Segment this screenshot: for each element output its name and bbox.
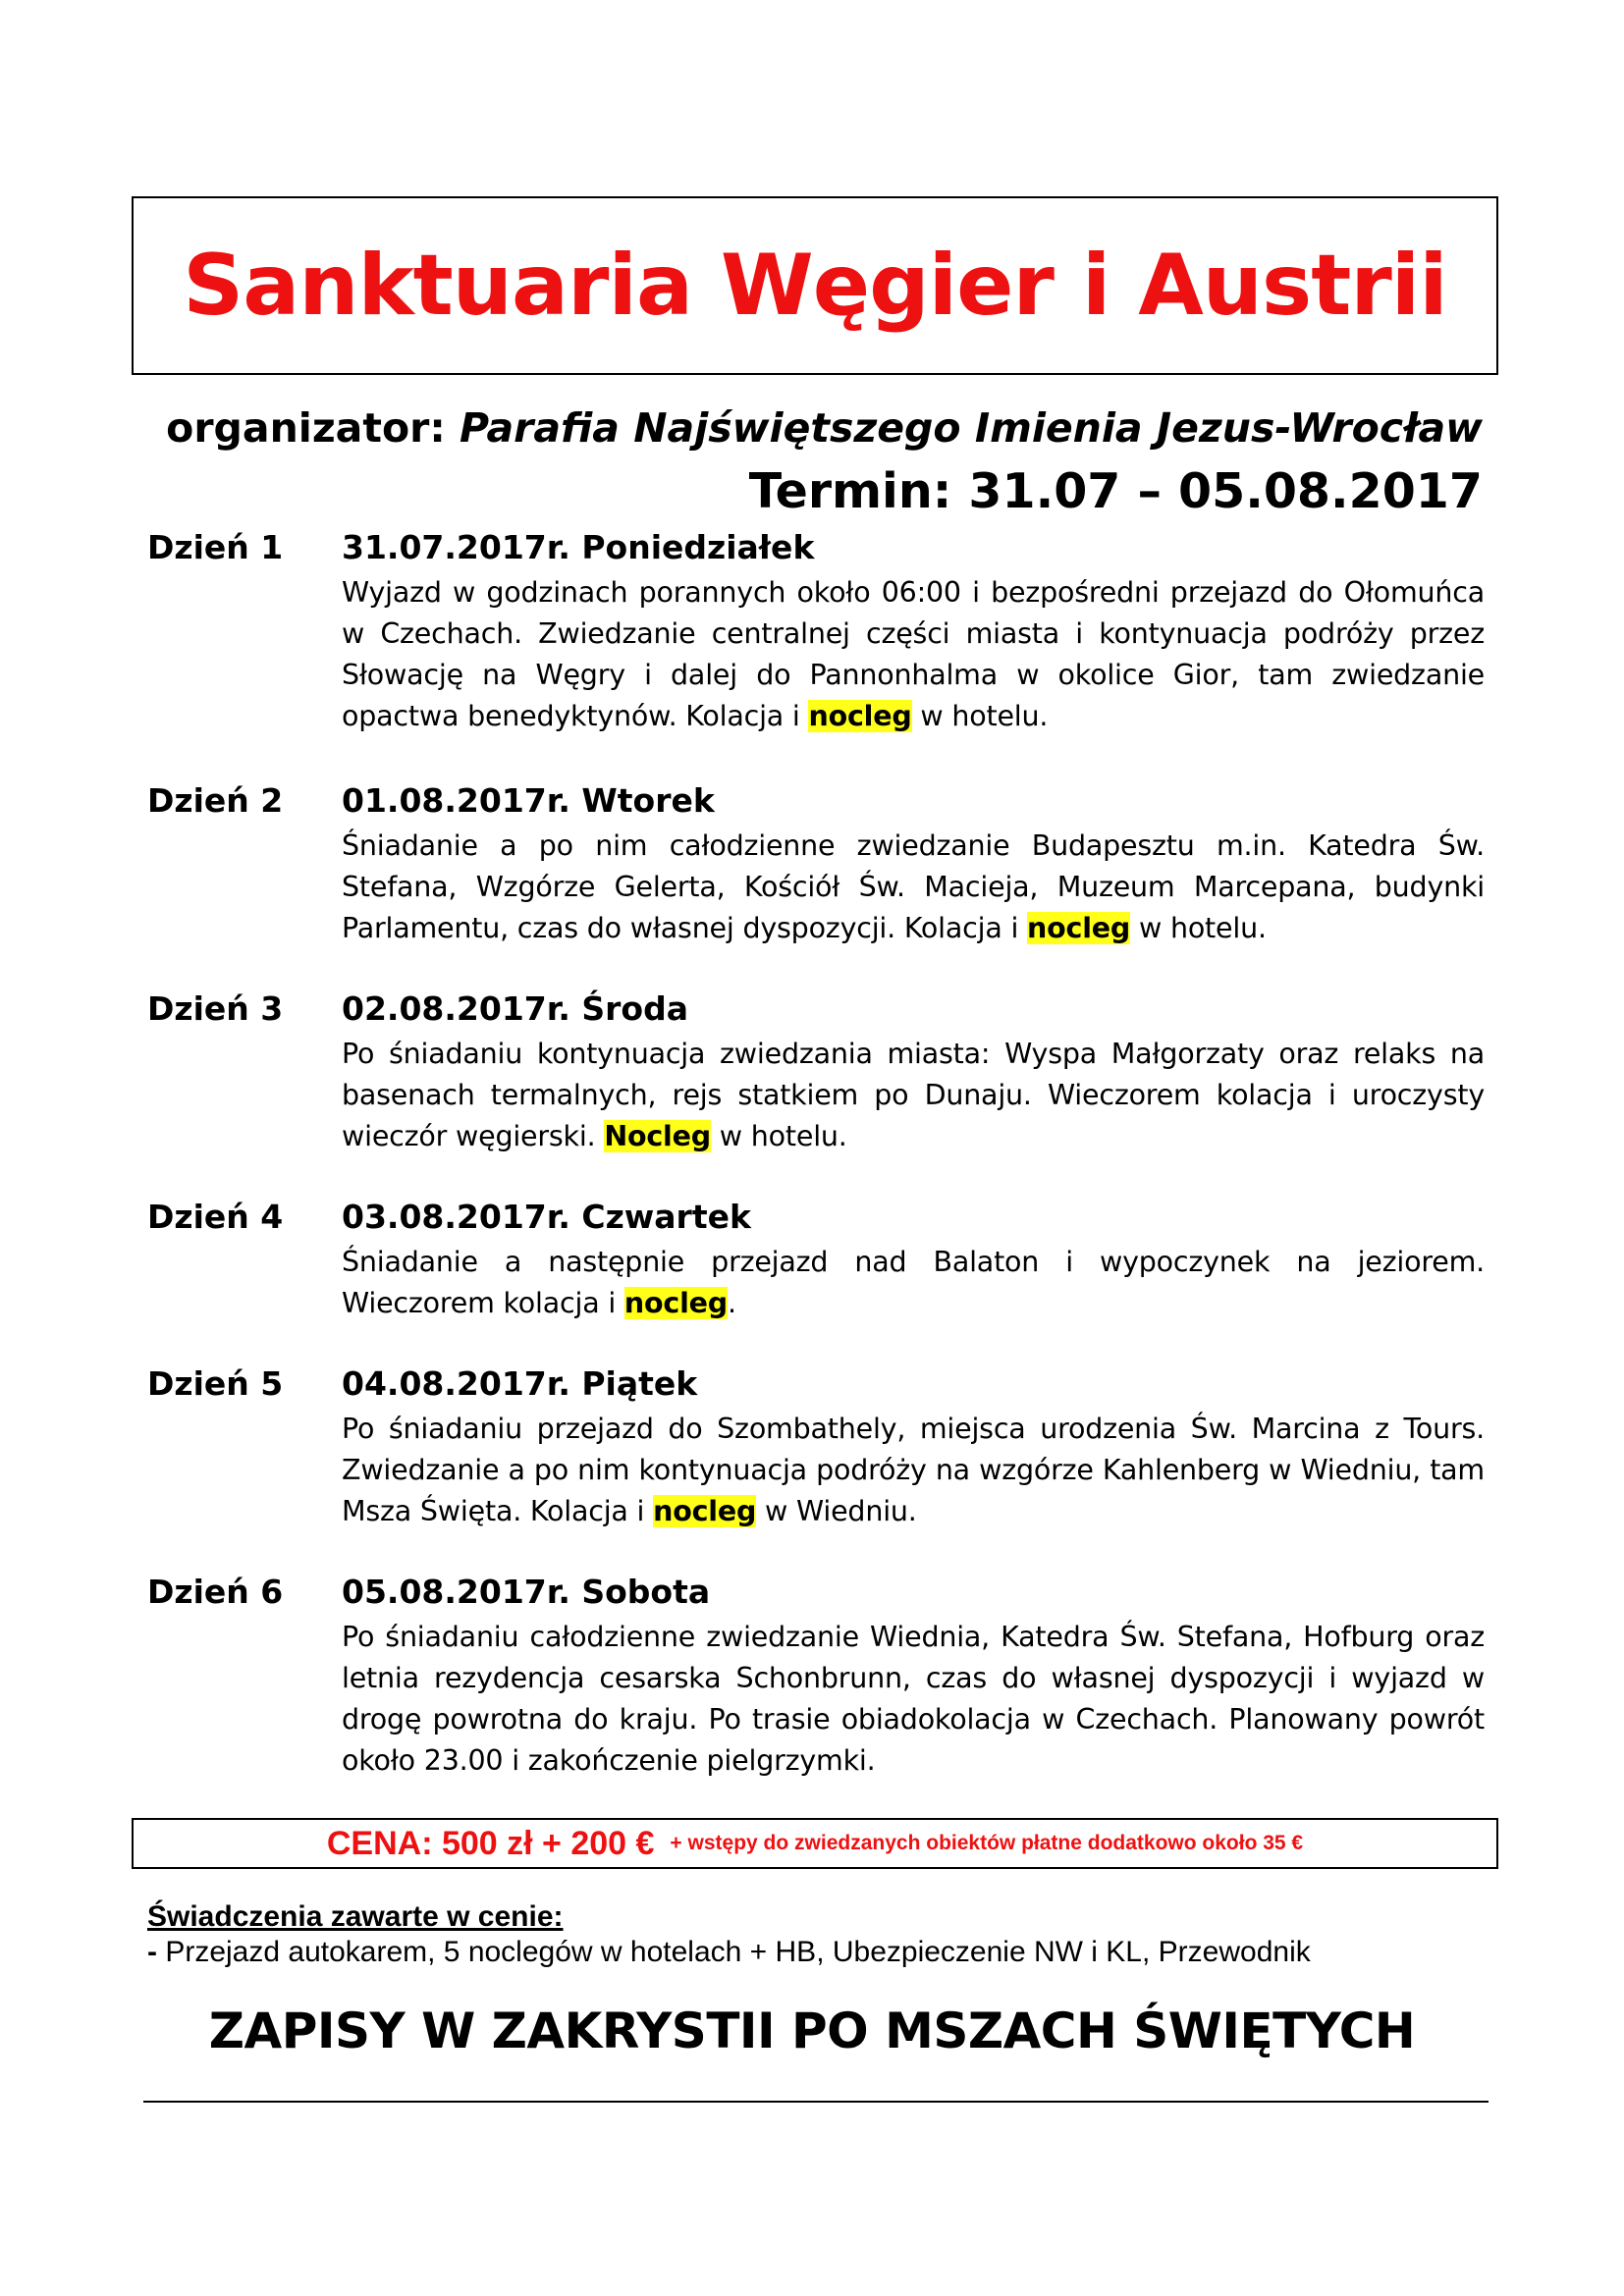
day-description: Śniadanie a następnie przejazd nad Balaton i wypoczynek na jeziorem. Wieczorem kolacja i nocleg. (342, 1246, 1485, 1319)
page-title: Sanktuaria Węgier i Austrii (183, 237, 1447, 335)
day-label: Dzień 6 (147, 1573, 284, 1611)
day-description: Po śniadaniu kontynuacja zwiedzania miasta: Wyspa Małgorzaty oraz relaks na basenach termalnych, rejs statkiem po Dunaju. Wieczorem kolacja i uroczysty wieczór węgierski. Nocleg w hotelu. (342, 1038, 1485, 1152)
benefits-heading: Świadczenia zawarte w cenie: (147, 1900, 564, 1933)
benefits-dash: - (147, 1936, 157, 1968)
bottom-divider (143, 2101, 1489, 2103)
benefits-text: Przejazd autokarem, 5 noclegów w hotelach + HB, Ubezpieczenie NW i KL, Przewodnik (157, 1936, 1311, 1968)
highlight-nocleg: nocleg (808, 700, 912, 732)
day-label: Dzień 3 (147, 989, 284, 1028)
term-value: 31.07 – 05.08.2017 (968, 463, 1483, 519)
price-main: CENA: 500 zł + 200 € (326, 1824, 655, 1862)
highlight-nocleg: nocleg (653, 1495, 757, 1527)
organizer-name: Parafia Najświętszego Imienia Jezus-Wrocław (460, 404, 1483, 452)
highlight-nocleg: nocleg (623, 1287, 728, 1319)
highlight-nocleg: nocleg (1027, 912, 1131, 944)
benefits-line (147, 1936, 1311, 1969)
day-description: Wyjazd w godzinach porannych około 06:00 i bezpośredni przejazd do Ołomuńca w Czechach. Zwiedzanie centralnej części miasta i kontynuacja podróży przez Słowację na Węgry i dalej do Pannonhalma w okolice Gior, tam zwiedzanie opactwa benedyktynów. Kolacja i nocleg w hotelu. (342, 576, 1485, 732)
enrollment-notice: ZAPISY W ZAKRYSTII PO MSZACH ŚWIĘTYCH (208, 2002, 1416, 2059)
day-description: Śniadanie a po nim całodzienne zwiedzanie Budapesztu m.in. Katedra Św. Stefana, Wzgórze Gelerta, Kościół Św. Macieja, Muzeum Marcepana, budynki Parlamentu, czas do własnej dyspozycji. Kolacja i nocleg w hotelu. (342, 829, 1485, 944)
day-heading: 04.08.2017r. Piątek (342, 1364, 698, 1403)
day-label: Dzień 5 (147, 1364, 284, 1403)
organizer-line (166, 404, 1483, 452)
highlight-nocleg: Nocleg (604, 1120, 711, 1152)
term-label: Termin: (748, 463, 969, 519)
term-line (749, 463, 1483, 519)
organizer-label: organizator: (166, 404, 460, 452)
day-heading: 01.08.2017r. Wtorek (342, 781, 715, 820)
day-description: Po śniadaniu przejazd do Szombathely, miejsca urodzenia Św. Marcina z Tours. Zwiedzanie a po nim kontynuacja podróży na wzgórze Kahlenberg w Wiedniu, tam Msza Święta. Kolacja i nocleg w Wiedniu. (342, 1413, 1485, 1527)
day-label: Dzień 4 (147, 1198, 284, 1236)
price-note: + wstępy do zwiedzanych obiektów płatne dodatkowo około 35 € (670, 1832, 1304, 1854)
day-heading: 05.08.2017r. Sobota (342, 1573, 711, 1611)
day-heading: 02.08.2017r. Środa (342, 989, 688, 1028)
day-heading: 31.07.2017r. Poniedziałek (342, 528, 815, 566)
title-box (132, 196, 1498, 375)
day-description: Po śniadaniu całodzienne zwiedzanie Wiednia, Katedra Św. Stefana, Hofburg oraz letnia rezydencja cesarska Schonbrunn, czas do własnej dyspozycji i wyjazd w drogę powrotna do kraju. Po trasie obiadokolacja w Czechach. Planowany powrót około 23.00 i zakończenie pielgrzymki. (342, 1621, 1485, 1777)
day-label: Dzień 1 (147, 528, 284, 566)
day-label: Dzień 2 (147, 781, 284, 820)
price-box (132, 1818, 1498, 1869)
day-heading: 03.08.2017r. Czwartek (342, 1198, 751, 1236)
